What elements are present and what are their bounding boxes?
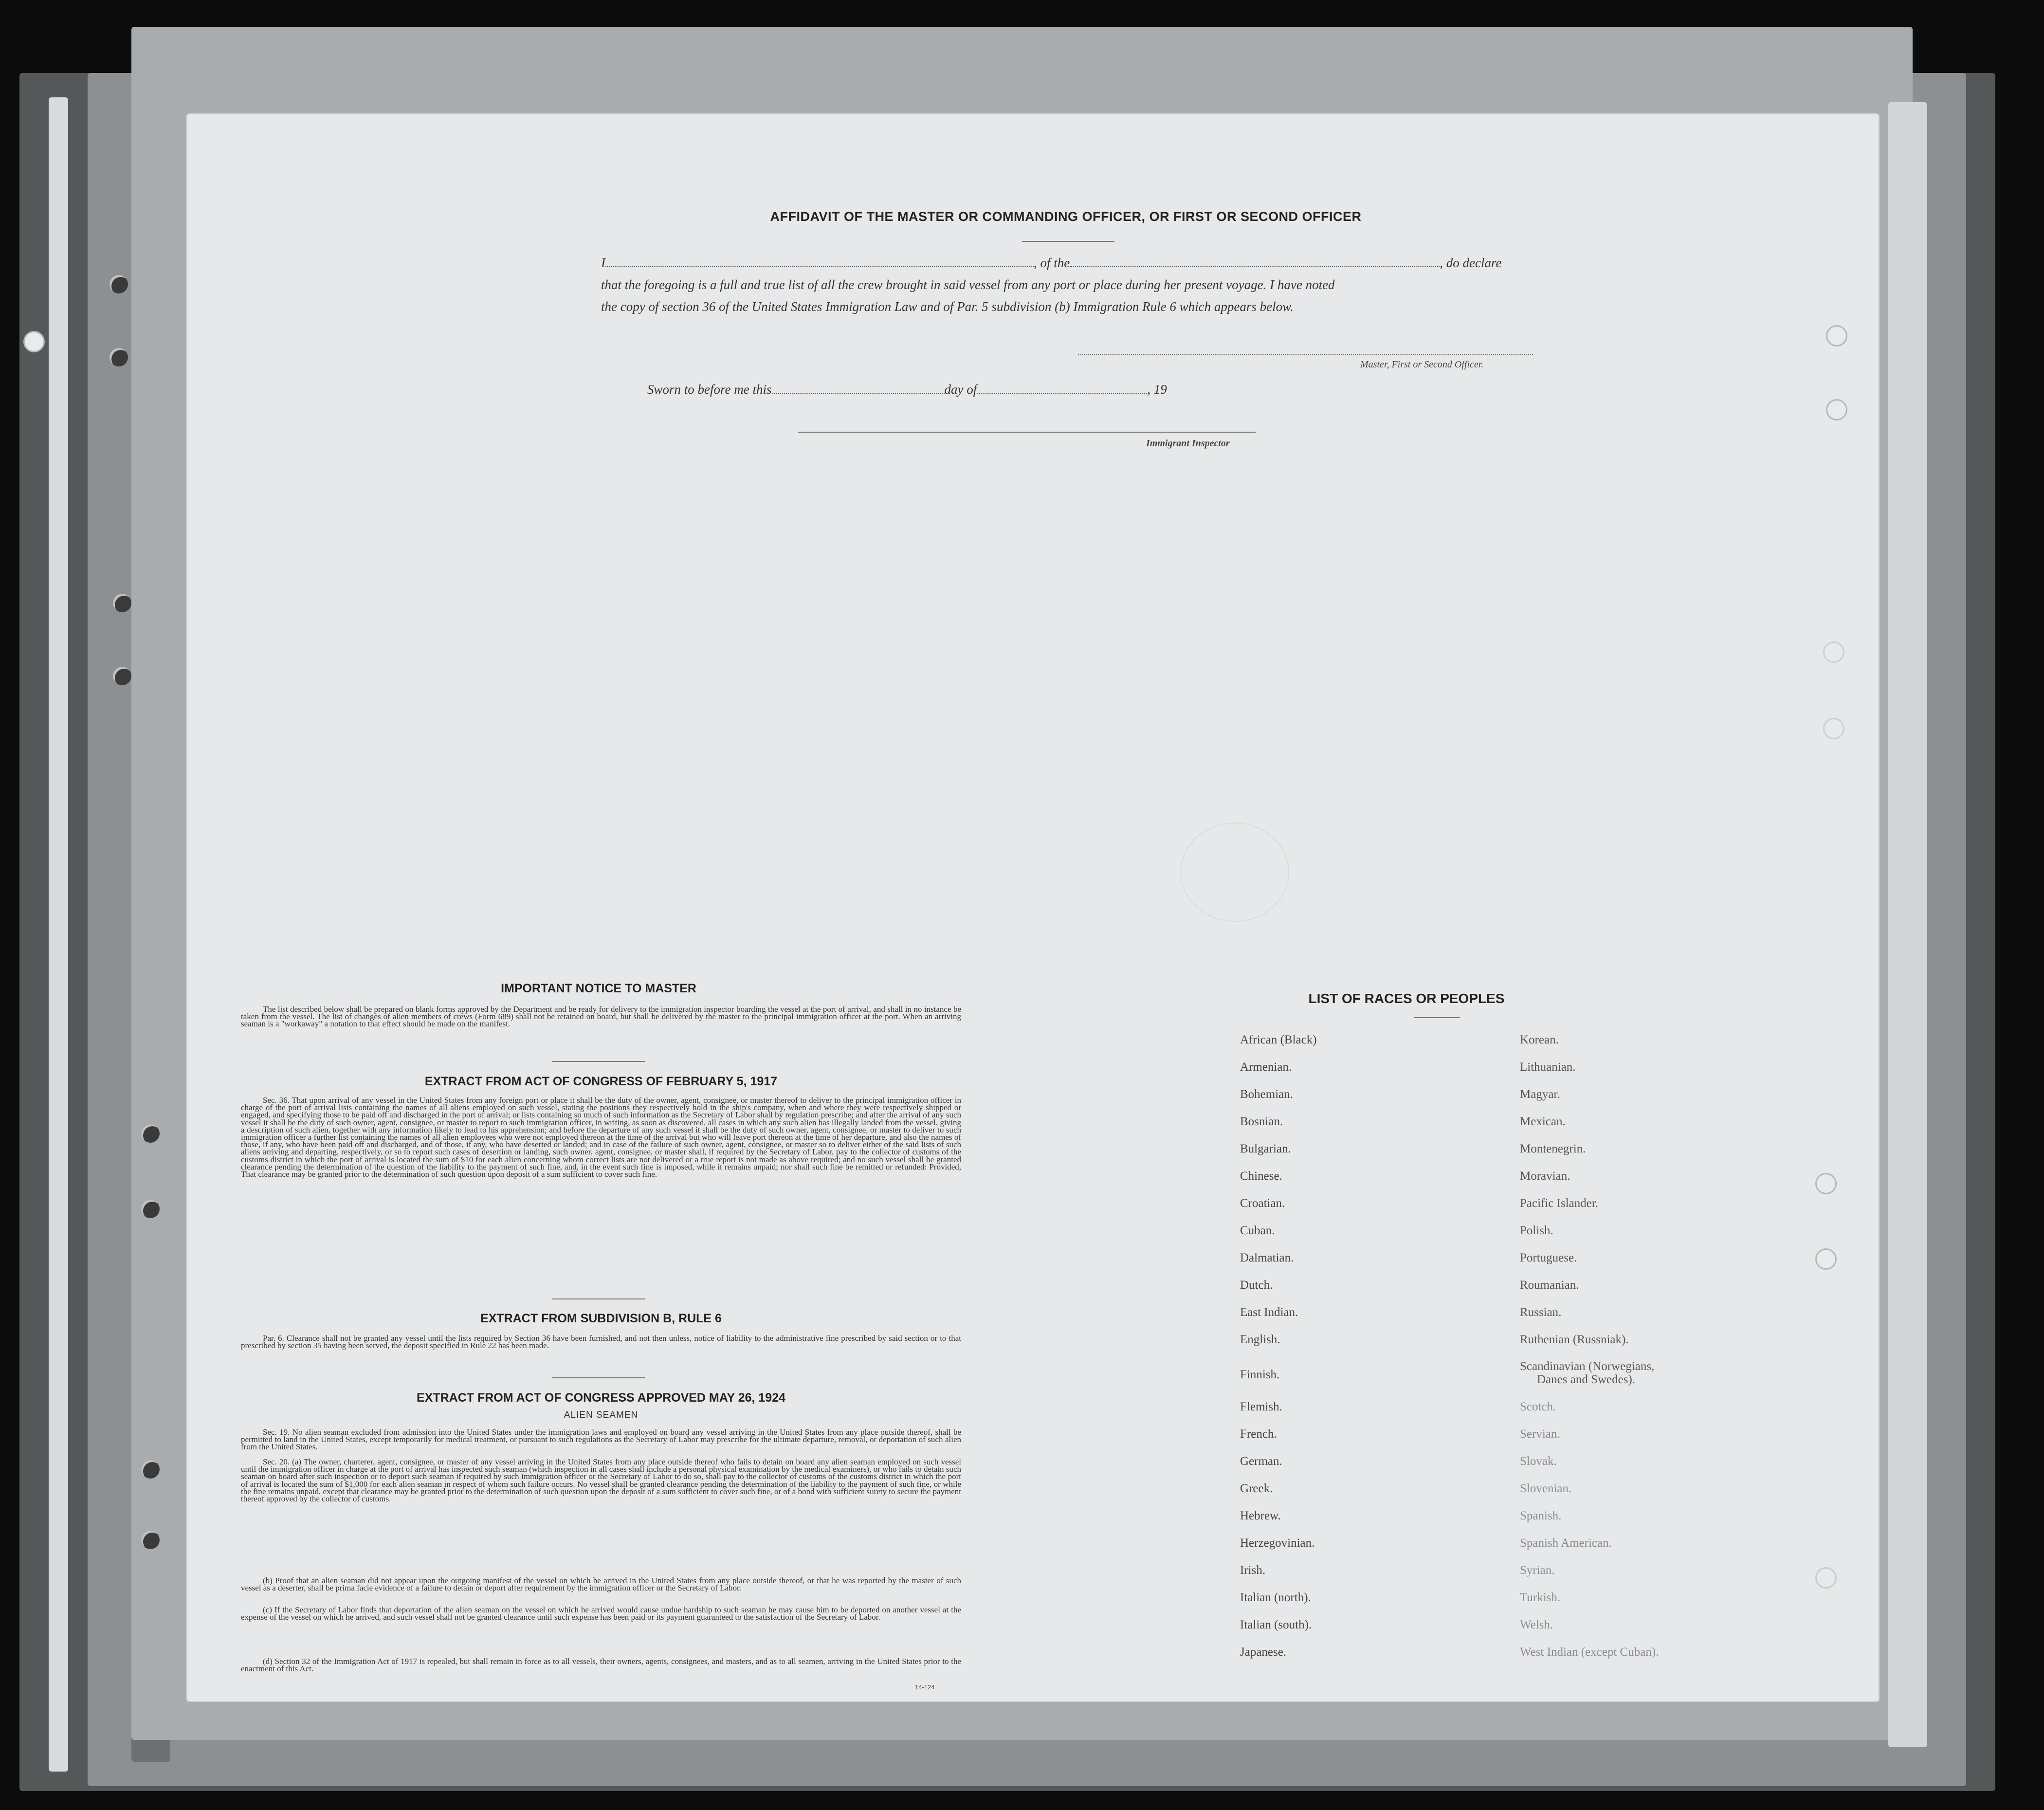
race-item: Servian. (1520, 1427, 1560, 1441)
affidavit-declare-label: , do declare (1440, 256, 1502, 270)
divider (552, 1061, 645, 1062)
sworn-year-label: , 19 (1147, 382, 1167, 397)
sworn-day-blank[interactable] (772, 393, 945, 394)
affidavit-declaration-line (601, 256, 1533, 271)
race-item: Spanish American. (1520, 1536, 1612, 1550)
race-item: Polish. (1520, 1224, 1553, 1237)
vessel-blank[interactable] (1070, 266, 1440, 267)
background-sheet-edge (49, 97, 68, 1772)
name-blank[interactable] (605, 266, 1034, 267)
race-item: Cuban. (1240, 1224, 1275, 1237)
race-item: Italian (north). (1240, 1591, 1311, 1604)
race-item: Irish. (1240, 1564, 1266, 1577)
affidavit-of-the-label: , of the (1034, 256, 1070, 270)
race-item: Spanish. (1520, 1509, 1562, 1522)
race-item: Scotch. (1520, 1400, 1556, 1413)
affidavit-text-line: that the foregoing is a full and true list of all the crew brought in said vessel from any port or place during her present voyage. I have noted (601, 277, 1335, 292)
punch-hole (1815, 1567, 1837, 1589)
race-item: Croatian. (1240, 1197, 1285, 1210)
race-item: Herzegovinian. (1240, 1536, 1315, 1550)
punch-hole (23, 331, 45, 352)
race-item: Turkish. (1520, 1591, 1561, 1604)
race-item: Portuguese. (1520, 1251, 1577, 1264)
divider (1414, 1017, 1460, 1018)
extract-1924-sec19: Sec. 19. No alien seaman excluded from admission into the United States under the immigration laws and employed on board any vessel arriving in the United States from any place outside thereof, shall be permitted to land in the United States, except temporarily for medical treatment, or pursuant to such regulations as the Secretary of Labor may prescribe for the ultimate departure, removal, or deportation of such alien from the United States. (241, 1427, 961, 1452)
sworn-prefix: Sworn to before me this (647, 382, 772, 397)
extract-1924-sec20d: (d) Section 32 of the Immigration Act of 1917 is repealed, but shall remain in force as to all vessels, their owners, agents, consignees, and masters, and as to all seamen, arriving in the United States prior to the enactment of this Act. (241, 1657, 961, 1674)
divider (552, 1377, 645, 1378)
divider (552, 1298, 645, 1299)
race-item: Welsh. (1520, 1618, 1553, 1631)
punch-hole (113, 667, 131, 685)
punch-hole (1815, 1173, 1837, 1194)
race-item: East Indian. (1240, 1306, 1298, 1319)
race-item: Chinese. (1240, 1170, 1282, 1183)
inspector-signature-line[interactable] (798, 432, 1256, 433)
background-sheet-edge (1888, 102, 1927, 1747)
race-item: Italian (south). (1240, 1618, 1312, 1631)
race-item: Lithuanian. (1520, 1060, 1576, 1074)
punch-hole (1823, 641, 1844, 663)
notice-title: IMPORTANT NOTICE TO MASTER (501, 982, 696, 995)
race-item: Bulgarian. (1240, 1142, 1291, 1155)
race-item: Ruthenian (Russniak). (1520, 1333, 1629, 1346)
race-item: Japanese. (1240, 1645, 1287, 1659)
punch-hole (1826, 325, 1847, 347)
race-item: Syrian. (1520, 1564, 1555, 1577)
affidavit-text-line: the copy of section 36 of the United States Immigration Law and of Par. 5 subdivision (b) Immigration Rule 6 which appears below. (601, 299, 1294, 314)
race-item: Korean. (1520, 1033, 1559, 1046)
race-item: Mexican. (1520, 1115, 1566, 1128)
race-item: Roumanian. (1520, 1279, 1579, 1292)
extract-1917-title: EXTRACT FROM ACT OF CONGRESS OF FEBRUARY 5, 1917 (424, 1075, 778, 1088)
master-signature-line[interactable] (1078, 354, 1533, 355)
affidavit-title: AFFIDAVIT OF THE MASTER OR COMMANDING OFFICER, OR FIRST OR SECOND OFFICER (770, 209, 1362, 224)
race-item: Danes and Swedes). (1537, 1373, 1636, 1386)
extract-1924-sec20a: Sec. 20. (a) The owner, charterer, agent, consignee, or master of any vessel arriving in the United States from any place outside thereof who fails to detain on board any alien seaman employed on such vessel until the immigration officer in charge at the port of arrival has inspected such seaman (which inspection in all cases shall include a personal physical examination by the medical examiners), or who fails to detain such seaman on board after such inspection or to deport such seaman if required by such immigration officer or the Secretary of Labor to do so, shall pay to the collector of customs of the customs district in which the port of arrival is located the sum of $1,000 for each alien seaman in respect of whom such failure occurs. No vessel shall be granted clearance pending the determination of the liability to the payment of such fine, or while the fine remains unpaid, except that clearance may be granted prior to the determination of such question upon the deposit of a sum sufficient to cover such fine, or of a bond with sufficient surety to secure the payment thereof approved by the collector of customs. (241, 1457, 961, 1504)
rule6-body: Par. 6. Clearance shall not be granted any vessel until the lists required by Section 36 have been furnished, and not then unless, notice of liability to the administrative fine prescribed by said section or to that prescribed by section 35 having been served, the deposit specified in Rule 22 has been made. (241, 1334, 961, 1351)
form-number: 14-124 (915, 1683, 935, 1691)
inspector-caption: Immigrant Inspector (1146, 438, 1230, 449)
race-item: African (Black) (1240, 1033, 1317, 1046)
races-title: LIST OF RACES OR PEOPLES (1308, 991, 1505, 1006)
punch-hole (141, 1200, 160, 1218)
race-item: Bohemian. (1240, 1088, 1294, 1101)
punch-hole (110, 348, 128, 366)
divider (1022, 241, 1114, 242)
affidavit-i-label: I (601, 256, 605, 270)
punch-hole (1823, 718, 1844, 739)
punch-hole (141, 1124, 160, 1143)
race-item: Scandinavian (Norwegians, (1520, 1360, 1655, 1373)
race-item: English. (1240, 1333, 1280, 1346)
race-item: Hebrew. (1240, 1509, 1281, 1522)
extract-1924-subtitle: ALIEN SEAMEN (564, 1410, 639, 1420)
race-item: Armenian. (1240, 1060, 1292, 1074)
faint-stamp (1180, 823, 1289, 922)
race-item: Pacific Islander. (1520, 1197, 1599, 1210)
extract-1924-sec20c: (c) If the Secretary of Labor finds that deportation of the alien seaman on the vessel on which he arrived would cause undue hardship to such seaman he may cause him to be deported on another vessel at the expense of the vessel on which he arrived, and such vessel shall not be granted clearance until such expense has been paid or its payment guaranteed to the satisfaction of the Secretary of Labor. (241, 1605, 961, 1622)
race-item: French. (1240, 1427, 1277, 1441)
race-item: Russian. (1520, 1306, 1562, 1319)
punch-hole (1826, 399, 1847, 421)
punch-hole (1815, 1248, 1837, 1270)
punch-hole (113, 594, 131, 612)
race-item: Dalmatian. (1240, 1251, 1294, 1264)
race-item: Greek. (1240, 1482, 1273, 1495)
race-item: Flemish. (1240, 1400, 1282, 1413)
extract-1924-sec20b: (b) Proof that an alien seaman did not appear upon the outgoing manifest of the vessel on which he arrived in the United States from any place outside thereof, or that he was reported by the master of such vessel as a deserter, shall be prima facie evidence of a failure to detain or deport after requirement by the immigration officer or the Secretary of Labor. (241, 1576, 961, 1593)
punch-hole (110, 275, 128, 293)
punch-hole (141, 1460, 160, 1479)
extract-1917-body: Sec. 36. That upon arrival of any vessel in the United States from any foreign port or place it shall be the duty of the owner, agent, consignee, or master thereof to deliver to the principal immigration officer in charge of the port of arrival lists containing the names of all aliens employed on such vessel, stating the positions they respectively hold in the ship's company, when and where they were respectively shipped or engaged, and specifying those to be paid off and discharged in the port of arrival; or lists containing so much of such information as the Secretary of Labor shall by regulation prescribe; and after the arrival of any such vessel it shall be the duty of such owner, agent, consignee, or master to report to such immigration officer, in writing, as soon as discovered, all cases in which any such alien has illegally landed from the vessel, giving a description of such alien, together with any information likely to lead to his apprehension; and before the departure of any such vessel it shall be the duty of such owner, agent, consignee, or master to deliver to such immigration officer a further list containing the names of all alien employees who were not employed thereon at the time of the arrival but who will leave port thereon at the time of her departure, and also the names of those, if any, who have been paid off and discharged, and of those, if any, who have deserted or landed; and in case of the failure of such owner, agent, consignee, or master so to deliver either of the said lists of such aliens arriving and departing, respectively, or so to report such cases of desertion or landing, such owner, agent, consignee, or master shall, if required by the Secretary of Labor, pay to the collector of customs of the customs district in which the port of arrival is located the sum of $10 for each alien concerning whom correct lists are not delivered or a true report is not made as above required; and no such vessel shall be granted clearance pending the determination of the question of the liability to the payment of such fine, and, in the event such fine is imposed, while it remains unpaid; nor shall such fine be remitted or refunded: Provided, That clearance may be granted prior to the determination of such question upon deposit of a sum sufficient to cover such fine. (241, 1096, 961, 1179)
sworn-day-label: day of (944, 382, 977, 397)
master-caption: Master, First or Second Officer. (1360, 359, 1484, 370)
race-item: Slovenian. (1520, 1482, 1572, 1495)
race-item: Finnish. (1240, 1368, 1280, 1381)
race-item: Magyar. (1520, 1088, 1560, 1101)
extract-1924-title: EXTRACT FROM ACT OF CONGRESS APPROVED MAY 26, 1924 (416, 1391, 786, 1405)
race-item: Moravian. (1520, 1170, 1570, 1183)
race-item: Slovak. (1520, 1455, 1557, 1468)
rule6-title: EXTRACT FROM SUBDIVISION B, RULE 6 (480, 1312, 722, 1325)
race-item: Bosnian. (1240, 1115, 1283, 1128)
race-item: Montenegrin. (1520, 1142, 1586, 1155)
race-item: Dutch. (1240, 1279, 1273, 1292)
punch-hole (141, 1531, 160, 1549)
race-item: German. (1240, 1455, 1282, 1468)
sworn-month-blank[interactable] (977, 393, 1147, 394)
race-item: West Indian (except Cuban). (1520, 1645, 1659, 1659)
sworn-line (647, 382, 1280, 397)
notice-body: The list described below shall be prepared on blank forms approved by the Department and be ready for delivery to the immigration inspector boarding the vessel at the port of arrival, and shall in no instance be taken from the vessel. The list of changes of alien members of crews (Form 689) shall not be retained on board, but shall be delivered by the master to the principal immigration officer at the port. When an arriving seaman is a "workaway" a notation to that effect should be made on the manifest. (241, 1005, 961, 1029)
